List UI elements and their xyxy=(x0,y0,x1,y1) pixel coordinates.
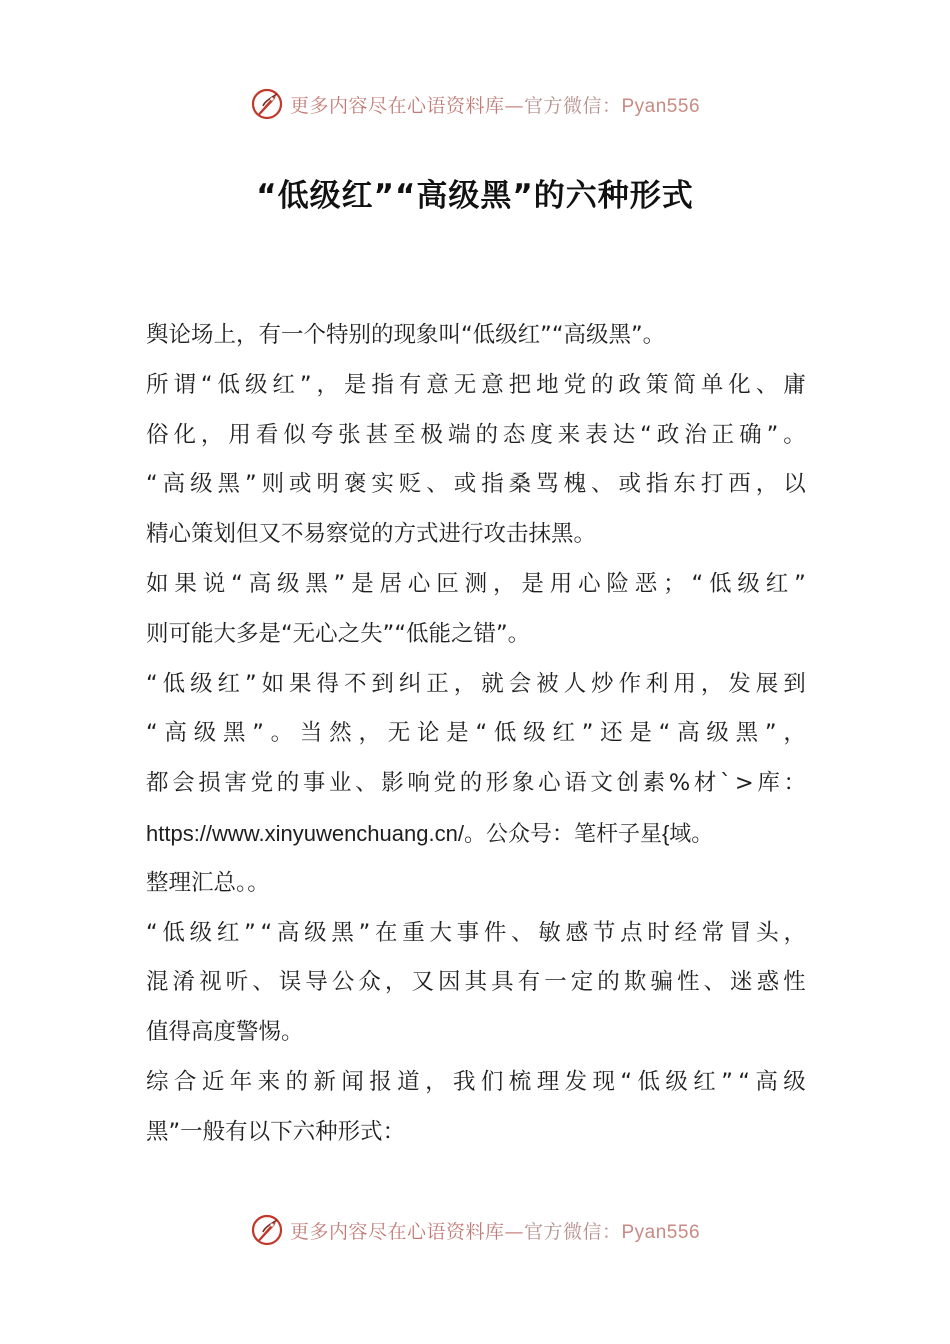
text-line: 黑”一般有以下六种形式： xyxy=(146,1118,406,1145)
pen-nib-emblem-icon xyxy=(250,87,284,121)
banner-separator: — xyxy=(504,94,524,117)
banner-text xyxy=(290,91,700,118)
text-line: 混 淆 视 听 、 误 导 公 众 ， 又 因 其 具 有 一 定 的 欺 骗 性 、 迷 惑 性 xyxy=(146,969,806,996)
banner-text xyxy=(290,1217,700,1244)
text-line: 舆论场上，有一个特别的现象叫“低级红”“高级黑”。 xyxy=(146,322,666,348)
text-line: 则可能大多是“无心之失”“低能之错”。 xyxy=(146,620,531,647)
banner-wechat-label: 官方微信： xyxy=(523,1220,622,1243)
banner-wechat-id: Pyan556 xyxy=(621,95,701,117)
banner-separator: — xyxy=(504,1220,524,1243)
text-line: “ 低 级 红 ” 如 果 得 不 到 纠 正 ， 就 会 被 人 炒 作 利 用 ， 发 展 到 xyxy=(146,670,806,697)
banner-wechat-id: Pyan556 xyxy=(621,1221,701,1243)
text-line: “ 高 级 黑 ” 。 当 然 ， 无 论 是 “ 低 级 红 ” 还 是 “ 高 级 黑 ” ， xyxy=(146,720,806,747)
footer-watermark-banner xyxy=(0,1208,950,1252)
document-body xyxy=(146,311,806,1158)
banner-wechat-label: 官方微信： xyxy=(523,94,622,117)
pen-nib-emblem-icon xyxy=(250,1213,284,1247)
text-line: 精心策划但又不易察觉的方式进行攻击抹黑。 xyxy=(146,521,597,548)
text-line: 所 谓 “ 低 级 红 ” ， 是 指 有 意 无 意 把 地 党 的 政 策 简 单 化 、 庸 xyxy=(146,371,806,398)
text-line: 值得高度警惕。 xyxy=(146,1019,304,1046)
header-watermark-banner xyxy=(0,82,950,126)
document-title: “低级红”“高级黑”的六种形式 xyxy=(256,178,694,214)
text-line: 俗 化 ， 用 看 似 夸 张 甚 至 极 端 的 态 度 来 表 达 “ 政 治 正 确 ” 。 xyxy=(146,421,806,448)
text-line: 综 合 近 年 来 的 新 闻 报 道 ， 我 们 梳 理 发 现 “ 低 级 红 ” “ 高 级 xyxy=(146,1068,806,1095)
text-line: “ 高 级 黑 ” 则 或 明 褒 实 贬 、 或 指 桑 骂 槐 、 或 指 东 打 西 ， 以 xyxy=(146,471,806,498)
banner-library-name: 更多内容尽在心语资料库 xyxy=(289,94,505,117)
text-line: 整理汇总。。 xyxy=(146,869,270,896)
text-line: “ 低 级 红 ” “ 高 级 黑 ” 在 重 大 事 件 、 敏 感 节 点 时 经 常 冒 头 ， xyxy=(146,919,806,946)
banner-library-name: 更多内容尽在心语资料库 xyxy=(289,1220,505,1243)
text-line: 如 果 说 “ 高 级 黑 ” 是 居 心 叵 测 ， 是 用 心 险 恶 ； “ 低 级 红 ” xyxy=(146,570,806,597)
text-line: https://www.xinyuwenchuang.cn/。公众号：笔杆子星{域。 xyxy=(146,820,714,846)
text-line: 都 会 损 害 党 的 事 业 、 影 响 党 的 形 象 心 语 文 创 素 % 材 ` > 库 ： xyxy=(146,770,806,797)
